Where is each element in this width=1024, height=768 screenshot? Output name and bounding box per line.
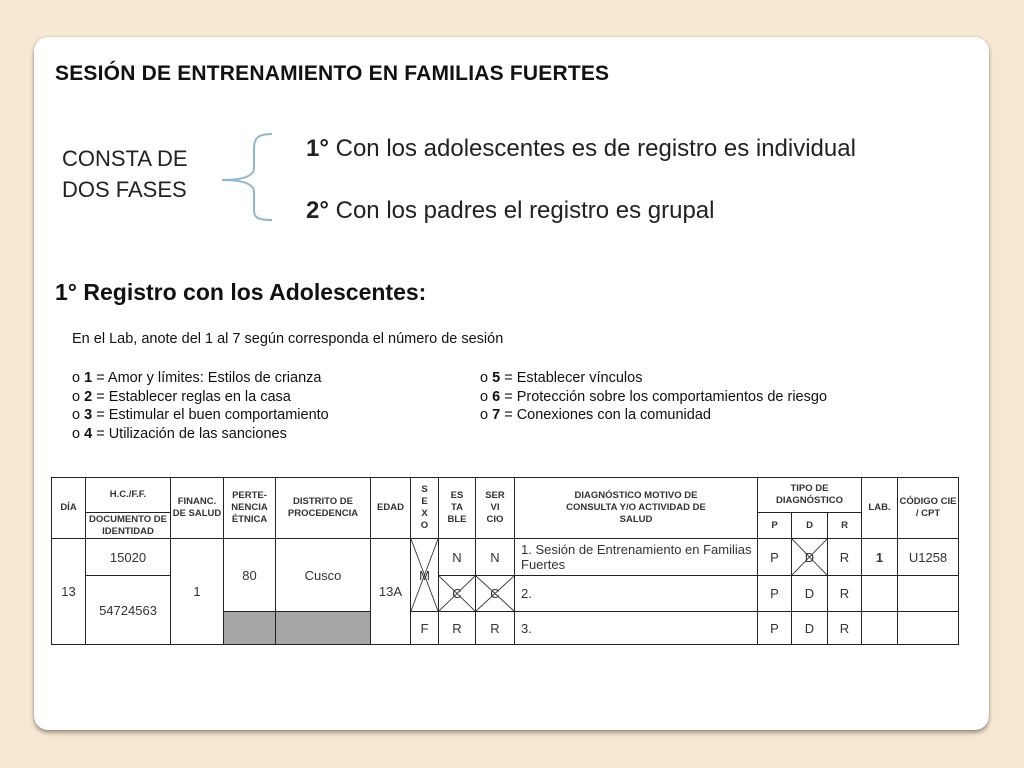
header-codigo: CÓDIGO CIE / CPT [898, 478, 959, 539]
cell-servicio-3: R [476, 612, 515, 645]
cell-diagnostico-3: 3. [515, 612, 758, 645]
cell-dia: 13 [52, 539, 86, 645]
option-item: o 6 = Protección sobre los comportamientos de riesgo [480, 388, 828, 405]
cell-servicio-2: C [476, 576, 515, 612]
header-documento: DOCUMENTO DE IDENTIDAD [86, 513, 171, 539]
cell-distrito: Cusco [276, 539, 371, 612]
header-edad: EDAD [371, 478, 411, 539]
cell-documento: 54724563 [86, 576, 171, 645]
cell-sexo-f: F [411, 612, 439, 645]
option-item: o 1 = Amor y límites: Estilos de crianza [72, 370, 322, 386]
option-item: o 4 = Utilización de las sanciones [72, 425, 287, 442]
cell-pertenencia: 80 [224, 539, 276, 612]
cell-pertenencia-3 [224, 612, 276, 645]
cell-estable-1: N [439, 539, 476, 576]
header-lab: LAB. [862, 478, 898, 539]
phase-1-number: 1° [306, 135, 329, 162]
slide-title: SESIÓN DE ENTRENAMIENTO EN FAMILIAS FUERTES [55, 62, 610, 85]
phase-1-text: Con los adolescentes es de registro es individual [328, 135, 856, 162]
cell-p-1: P [758, 539, 792, 576]
cell-p-3: P [758, 612, 792, 645]
cell-distrito-3 [276, 612, 371, 645]
header-r: R [828, 513, 862, 539]
cell-codigo-2 [898, 576, 959, 612]
option-item: o 2 = Establecer reglas en la casa [72, 388, 291, 405]
options-right [480, 369, 827, 425]
phase-2 [306, 197, 715, 225]
header-d: D [792, 513, 828, 539]
cell-codigo-3 [898, 612, 959, 645]
consta-line-1: CONSTA DE [62, 146, 188, 171]
cell-d-2: D [792, 576, 828, 612]
cell-edad: 13A [371, 539, 411, 645]
header-diagnostico: DIAGNÓSTICO MOTIVO DE CONSULTA Y/O ACTIVIDAD DE SALUD [515, 478, 758, 539]
phase-2-number: 2° [306, 197, 329, 224]
cell-d-3: D [792, 612, 828, 645]
consta-label [62, 143, 232, 205]
cell-d-1: D [792, 539, 828, 576]
cell-financ: 1 [171, 539, 224, 645]
header-tipo: TIPO DE DIAGNÓSTICO [758, 478, 862, 513]
header-dia: DÍA [52, 478, 86, 539]
cell-sexo-m: M [411, 539, 439, 612]
options-left [72, 369, 329, 443]
header-sexo: S E X O [411, 478, 439, 539]
cell-r-2: R [828, 576, 862, 612]
option-item: o 7 = Conexiones con la comunidad [480, 407, 711, 423]
header-estable: ES TA BLE [439, 478, 476, 539]
cell-estable-3: R [439, 612, 476, 645]
brace-icon [214, 130, 274, 222]
header-p: P [758, 513, 792, 539]
cell-estable-2: C [439, 576, 476, 612]
header-pertenencia: PERTE- NENCIA ÉTNICA [224, 478, 276, 539]
option-item: o 5 = Establecer vínculos [480, 370, 643, 386]
cell-servicio-1: N [476, 539, 515, 576]
cell-lab: 1 [862, 539, 898, 576]
cell-p-2: P [758, 576, 792, 612]
cell-codigo: U1258 [898, 539, 959, 576]
cell-diagnostico-2: 2. [515, 576, 758, 612]
phase-1 [306, 135, 856, 163]
cell-lab-3 [862, 612, 898, 645]
option-item: o 3 = Estimular el buen comportamiento [72, 407, 329, 423]
registration-table [51, 477, 959, 645]
cell-lab-2 [862, 576, 898, 612]
header-hc: H.C./F.F. [86, 478, 171, 513]
header-distrito: DISTRITO DE PROCEDENCIA [276, 478, 371, 539]
header-servicio: SER VI CIO [476, 478, 515, 539]
header-financ: FINANC. DE SALUD [171, 478, 224, 539]
consta-line-2: DOS FASES [62, 177, 187, 202]
cell-r-3: R [828, 612, 862, 645]
cell-r-1: R [828, 539, 862, 576]
instruction-text: En el Lab, anote del 1 al 7 según corresponda el número de sesión [72, 331, 504, 347]
cell-hc: 15020 [86, 539, 171, 576]
cell-diagnostico-1: 1. Sesión de Entrenamiento en Familias Fuertes [515, 539, 758, 576]
section-subtitle: 1° Registro con los Adolescentes: [55, 279, 427, 305]
phase-2-text: Con los padres el registro es grupal [328, 197, 715, 224]
